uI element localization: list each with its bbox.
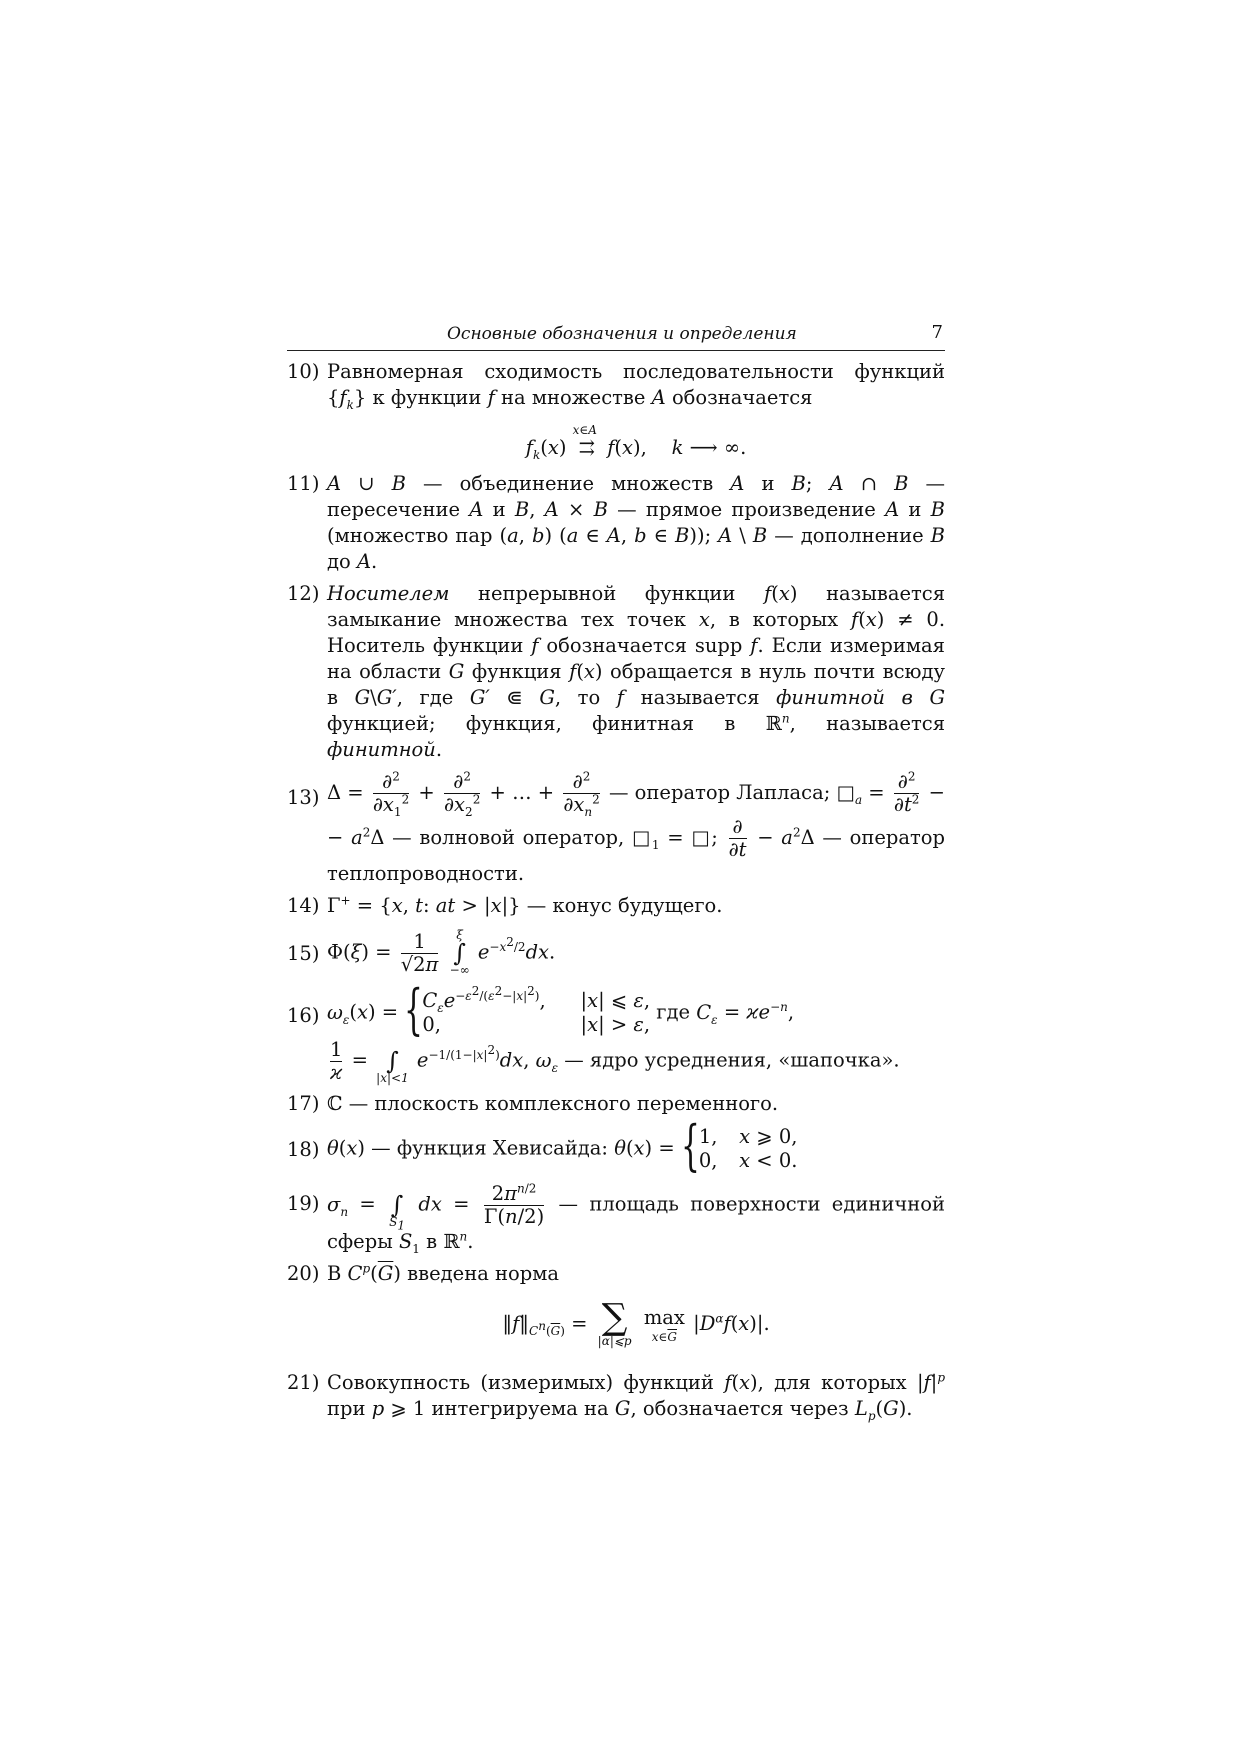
item-text: Γ+ = {x, t: at > |x|} — конус будущего.: [327, 893, 723, 917]
item-text: Носителем непрерывной функции f(x) называется замыкание множества тех точек x, в которых f(x) ≠ 0. Носитель функции f обозначается supp f. Если измеримая на области G функция f(x) обращается в нуль почти всюду в G\G′, где G′ ⋐ G, то f называется финитной в G функцией; функция, финитная в ℝ$^n$, называется финитной.: [327, 582, 946, 761]
item-number: 17): [287, 1092, 320, 1115]
list-item: [287, 929, 945, 977]
item-number: 15): [287, 942, 320, 965]
item-number: 13): [287, 786, 320, 809]
item-number: 21): [287, 1371, 320, 1394]
item-number: 18): [287, 1138, 320, 1161]
page-number: 7: [931, 322, 943, 343]
list-item: [287, 1091, 945, 1117]
formula: $f_k(x)$ x∈A ⇉ f(x), k ⟶ ∞.: [525, 423, 747, 462]
item-text: Φ(ξ) = $\frac{1}{√2\pi}$ ξ ∫ −∞ $e^{-x^2/2}dx$.: [327, 928, 556, 977]
list-item: [287, 1261, 945, 1348]
item-number: 11): [287, 472, 320, 495]
page: [287, 322, 945, 1422]
item-text: ℂ — плоскость комплексного переменного.: [327, 1092, 779, 1115]
item-text: В $C^p(\overline{G})$ введена норма: [327, 1261, 560, 1285]
item-number: 10): [287, 360, 320, 383]
header-title: Основные обозначения и определения: [447, 324, 797, 344]
list-item: [287, 1114, 945, 1177]
item-text: Δ = $\frac{\partial^2}{\partial x_1^2}$ + $\frac{\partial^2}{\partial x_2^2}$ + … + $\frac{\partial^2}{\partial x_n^2}$ — оператор Лапласа; $□_a$ = $\frac{\partial^2}{\partial t^2}$ − − $a^2\Delta$ — волновой оператор, $□_1$ = □; $\frac{\partial}{\partial t}$ − $a^2\Delta$ — оператор теплопроводности.: [327, 769, 946, 885]
item-number: 19): [287, 1192, 320, 1215]
running-header: [287, 322, 945, 351]
list-item: [287, 893, 945, 919]
list-item: [287, 581, 945, 763]
item-text: Равномерная сходимость последовательности функций $\{f_k\}$ к функции f на множестве A обозначается: [327, 360, 945, 412]
list-item: [287, 471, 945, 575]
item-number: 20): [287, 1262, 320, 1285]
list-item: [287, 359, 945, 461]
item-number: 14): [287, 894, 320, 917]
list-item: [287, 978, 945, 1085]
formula: $‖f‖_{C^n(\overline{G})}$ = ∑ |α|⩽p max $x\in\overline{G}$ $|D^\alpha f(x)|$.: [502, 1297, 770, 1348]
item-text: $\sigma_n$ = ∫ $S_1$ dx = $\frac{2\pi^{n/2}}{\Gamma(n/2)}$ — площадь поверхности единичной сферы $S_1$ в ℝ$^n$.: [327, 1181, 945, 1256]
item-text: A ∪ B — объединение множеств A и B; A ∩ B — пересечение A и B, A × B — прямое произведение A и B (множество пар (a, b) (a ∈ A, b ∈ B)); A \ B — дополнение B до A.: [327, 472, 946, 573]
item-text: Совокупность (измеримых) функций f(x), для которых $|f|^p$ при p ⩾ 1 интегрируема на G, обозначается через $L_p(G)$.: [327, 1370, 946, 1423]
item-number: 12): [287, 582, 320, 605]
item-text: $\omega_\varepsilon(x)$ = { $C_\varepsilon e^{-\varepsilon^2/(\varepsilon^2-|x|^2)}$, |x| ⩽ ε, 0, |x| > ε, где $C_\varepsilon = ϰe^{-n}$, $\frac{1}{ϰ}$ = ∫ |x|<1 $e^{-1/(1-|x|^2)}dx$, $\omega_\varepsilon$ — ядро усреднения, «шапочка».: [327, 978, 900, 1085]
item-number: 16): [287, 1004, 320, 1027]
list-item: [287, 1370, 945, 1422]
list-item: [287, 771, 945, 887]
item-text: θ(x) — функция Хевисайда: θ(x) = { 1, x ⩾ 0, 0, x < 0.: [327, 1114, 798, 1177]
list-item: [287, 1181, 945, 1255]
